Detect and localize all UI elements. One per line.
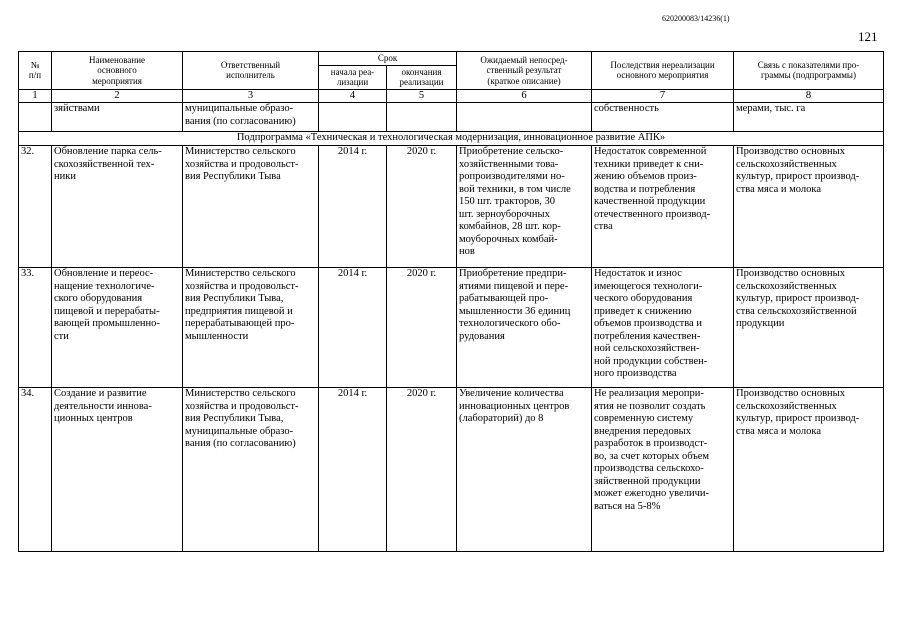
row-start: 2014 г.: [319, 388, 387, 552]
page-number: 121: [858, 29, 878, 44]
row-indicators: Производство основных сельскохозяйственных культур, прирост производ- ства мяса и молока: [734, 146, 884, 268]
header-num: № п/п: [19, 52, 52, 90]
column-number: 7: [592, 89, 734, 103]
row-consequences: Недостаток и износ имеющегося технологи- ческого оборудования приведет к снижению объемов производства и потребления качествен- ной сельскохозяйствен- ной продукции собствен- ного производства: [592, 268, 734, 388]
row-result: Приобретение предпри- ятиями пищевой и пере- рабатывающей про- мышленности 36 единиц технологического обо- рудования: [457, 268, 592, 388]
measures-table: [18, 51, 884, 552]
header-start: начала реа- лизации: [319, 65, 387, 89]
row-start: 2014 г.: [319, 146, 387, 268]
header-executor: Ответственный исполнитель: [183, 52, 319, 90]
row-name: Обновление парка сель- скохозяйственной тех- ники: [52, 146, 183, 268]
document-id: 620200083/14236(1): [662, 14, 730, 23]
cont-indicators: мерами, тыс. га: [734, 103, 884, 132]
row-consequences: Не реализация меропри- ятия не позволит создать современную систему внедрения передовых разработок в производст- во, за счет которых объем производства сельскохо- зяйственной продукции может ежегодно увеличи- ваться на 5-8%: [592, 388, 734, 552]
row-result: Приобретение сельско- хозяйственными това- ропроизводителями но- вой техники, в том числе 150 шт. тракторов, 30 шт. зерноуборочных комбайнов, 28 шт. кор- моуборочных комбай- нов: [457, 146, 592, 268]
cont-end: [387, 103, 457, 132]
row-executor: Министерство сельского хозяйства и продовольст- вия Республики Тыва, предприятия пищевой и перерабатывающей про- мышленности: [183, 268, 319, 388]
cont-result: [457, 103, 592, 132]
header-indicators: Связь с показателями про- граммы (подпрограммы): [734, 52, 884, 90]
row-executor: Министерство сельского хозяйства и продовольст- вия Республики Тыва, муниципальные образо- вания (по согласованию): [183, 388, 319, 552]
cont-start: [319, 103, 387, 132]
column-number: 1: [19, 89, 52, 103]
table-row: [19, 388, 884, 552]
continuation-row: [19, 103, 884, 132]
row-indicators: Производство основных сельскохозяйственных культур, прирост производ- ства мяса и молока: [734, 388, 884, 552]
column-number: 6: [457, 89, 592, 103]
row-end: 2020 г.: [387, 388, 457, 552]
header-result: Ожидаемый непосред- ственный результат (краткое описание): [457, 52, 592, 90]
row-num: 33.: [19, 268, 52, 388]
column-number: 5: [387, 89, 457, 103]
row-name: Обновление и переос- нащение технологиче- ского оборудования пищевой и перерабаты- вающей промышленно- сти: [52, 268, 183, 388]
column-number: 8: [734, 89, 884, 103]
subprogram-title: Подпрограмма «Техническая и технологическая модернизация, инновационное развитие АПК»: [19, 132, 884, 146]
row-num: 32.: [19, 146, 52, 268]
row-end: 2020 г.: [387, 268, 457, 388]
header-name: Наименование основного мероприятия: [52, 52, 183, 90]
row-start: 2014 г.: [319, 268, 387, 388]
header-consequences: Последствия нереализации основного мероприятия: [592, 52, 734, 90]
row-consequences: Недостаток современной техники приведет к сни- жению объемов произ- водства и потребления качественной продукции отечественного производ- ства: [592, 146, 734, 268]
header-row-1: [19, 52, 884, 66]
row-num: 34.: [19, 388, 52, 552]
column-number: 2: [52, 89, 183, 103]
cont-name: зяйствами: [52, 103, 183, 132]
cont-executor: муниципальные образо- вания (по согласованию): [183, 103, 319, 132]
table-row: [19, 268, 884, 388]
table-row: [19, 146, 884, 268]
column-number-row: [19, 89, 884, 103]
column-number: 4: [319, 89, 387, 103]
row-name: Создание и развитие деятельности иннова- ционных центров: [52, 388, 183, 552]
cont-num: [19, 103, 52, 132]
column-number: 3: [183, 89, 319, 103]
subprogram-row: [19, 132, 884, 146]
row-indicators: Производство основных сельскохозяйственных культур, прирост производ- ства сельскохозяйственной продукции: [734, 268, 884, 388]
header-term: Срок: [319, 52, 457, 66]
row-executor: Министерство сельского хозяйства и продовольст- вия Республики Тыва: [183, 146, 319, 268]
row-end: 2020 г.: [387, 146, 457, 268]
row-result: Увеличение количества инновационных центров (лабораторий) до 8: [457, 388, 592, 552]
cont-consequences: собственность: [592, 103, 734, 132]
header-end: окончания реализации: [387, 65, 457, 89]
